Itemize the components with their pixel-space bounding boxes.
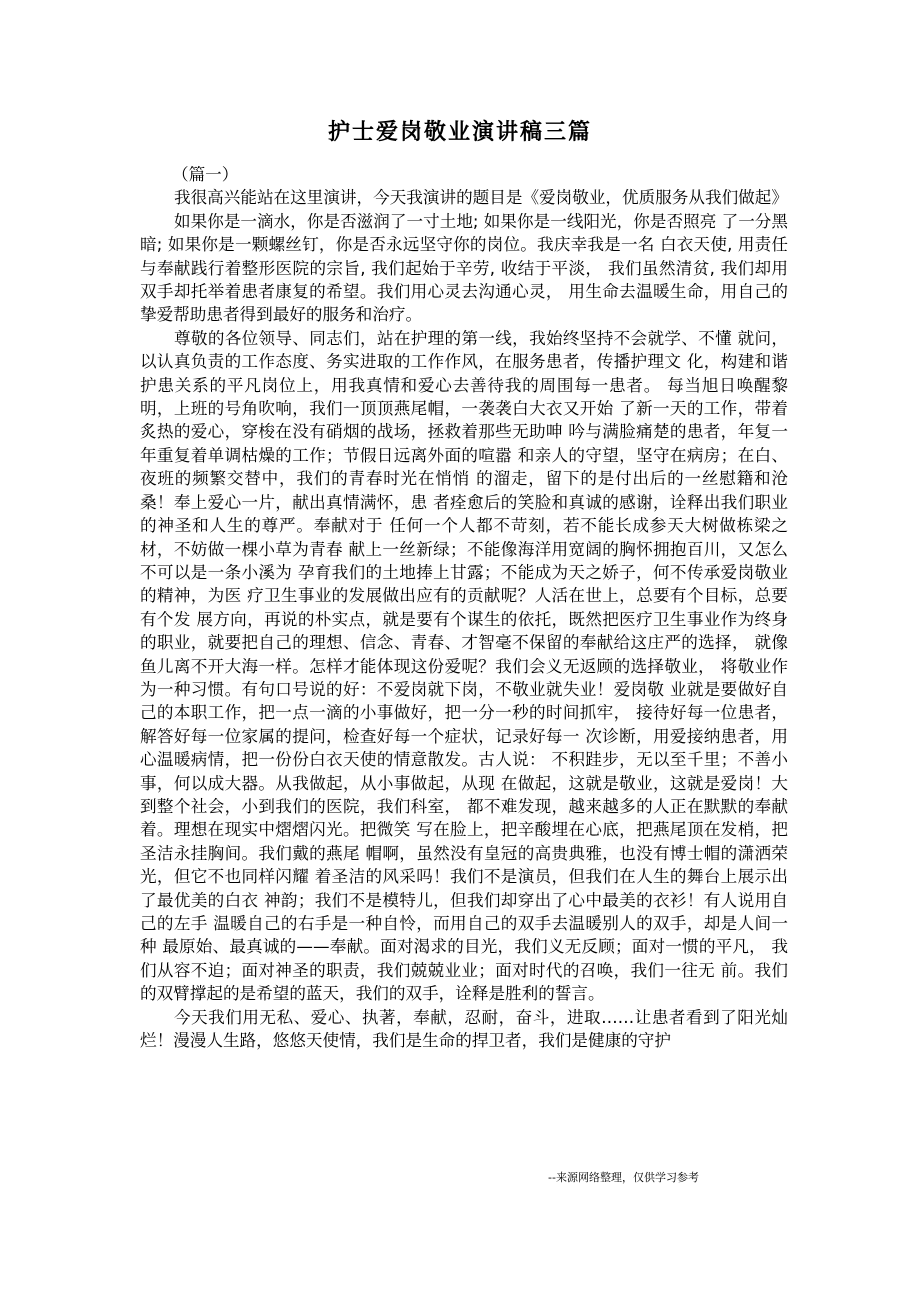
section-label: （篇一） (172, 165, 239, 184)
source-footer: --来源网络整理，仅供学习参考 (548, 1171, 699, 1184)
paragraph-closing: 今天我们用无私、爱心、执著，奉献，忍耐，奋斗，进取……让患者看到了阳光灿烂！漫漫人生路，悠悠天使情，我们是生命的捍卫者，我们是健康的守护 (140, 1007, 788, 1051)
paragraph-metaphor: 如果你是一滴水，你是否滋润了一寸土地; 如果你是一线阳光，你是否照亮 了一分黑暗; 如果你是一颗螺丝钉，你是否永远坚守你的岗位。我庆幸我是一名 白衣天使, 用责任与奉献践行着整形医院的宗旨, 我们起始于辛劳, 收结于平淡， 我们虽然清贫, 我们却用双手却托举着患者康复的希望。我们用心灵去沟通心灵， 用生命去温暖生命，用自己的挚爱帮助患者得到最好的服务和治疗。 (140, 211, 788, 325)
paragraph-intro: 我很高兴能站在这里演讲，今天我演讲的题目是《爱岗敬业，优质服务从我们做起》 (174, 188, 788, 208)
document-title: 护士爱岗敬业演讲稿三篇 (327, 120, 592, 145)
document-body (140, 163, 788, 1052)
paragraph-main: 尊敬的各位领导、同志们，站在护理的第一线，我始终坚持不会就学、不懂 就问，以认真负责的工作态度、务实进取的工作作风，在服务患者，传播护理文 化，构建和谐护患关系的平凡岗位上，用我真情和爱心去善待我的周围每一患者。 每当旭日唤醒黎明，上班的号角吹响，我们一顶顶燕尾帽，一袭袭白大衣又开始 了新一天的工作，带着炙热的爱心，穿梭在没有硝烟的战场，拯救着那些无助呻 吟与满脸痛楚的患者，年复一年重复着单调枯燥的工作；节假日远离外面的喧嚣 和亲人的守望，坚守在病房；在白、夜班的频繁交替中，我们的青春时光在悄悄 的溜走，留下的是付出后的一丝慰籍和沧桑！奉上爱心一片，献出真情满怀，患 者痊愈后的笑脸和真诚的感谢，诠释出我们职业的神圣和人生的尊严。奉献对于 任何一个人都不苛刻，若不能长成参天大树做栋梁之材，不妨做一棵小草为青春 献上一丝新绿；不能像海洋用宽阔的胸怀拥抱百川，又怎么不可以是一条小溪为 孕育我们的土地捧上甘露；不能成为天之娇子，何不传承爱岗敬业的精神，为医 疗卫生事业的发展做出应有的贡献呢？人活在世上，总要有个目标，总要有个发 展方向，再说的朴实点，就是要有个谋生的依托，既然把医疗卫生事业作为终身 的职业，就要把自己的理想、信念、青春、才智毫不保留的奉献给这庄严的选择， 就像鱼儿离不开大海一样。怎样才能体现这份爱呢？我们会义无返顾的选择敬业， 将敬业作为一种习惯。有句口号说的好：不爱岗就下岗，不敬业就失业！爱岗敬 业就是要做好自己的本职工作，把一点一滴的小事做好，把一分一秒的时间抓牢， 接待好每一位患者，解答好每一位家属的提问，检查好每一个症状，记录好每一 次诊断，用爱接纳患者，用心温暖病情，把一份份白衣天使的情意散发。古人说： 不积跬步，无以至千里；不善小事，何以成大器。从我做起，从小事做起，从现 在做起，这就是敬业，这就是爱岗！大到整个社会，小到我们的医院，我们科室， 都不难发现，越来越多的人正在默默的奉献着。理想在现实中熠熠闪光。把微笑 写在脸上，把辛酸埋在心底，把燕尾顶在发梢，把圣洁永挂胸间。我们戴的燕尾 帽啊，虽然没有皇冠的高贵典雅，也没有博士帽的潇洒荣光，但它不也同样闪耀 着圣洁的风采吗！我们不是演员，但我们在人生的舞台上展示出了最优美的白衣 神韵；我们不是模特儿，但我们却穿出了心中最美的衣衫！有人说用自己的左手 温暖自己的右手是一种自怜，而用自己的双手去温暖别人的双手，却是人间一种 最原始、最真诚的——奉献。面对渴求的目光，我们义无反顾；面对一惯的平凡， 我们从容不迫；面对神圣的职责，我们兢兢业业；面对时代的召唤，我们一往无 前。我们的双臂撑起的是希望的蓝天，我们的双手，诠释是胜利的誓言。 (140, 328, 788, 1004)
